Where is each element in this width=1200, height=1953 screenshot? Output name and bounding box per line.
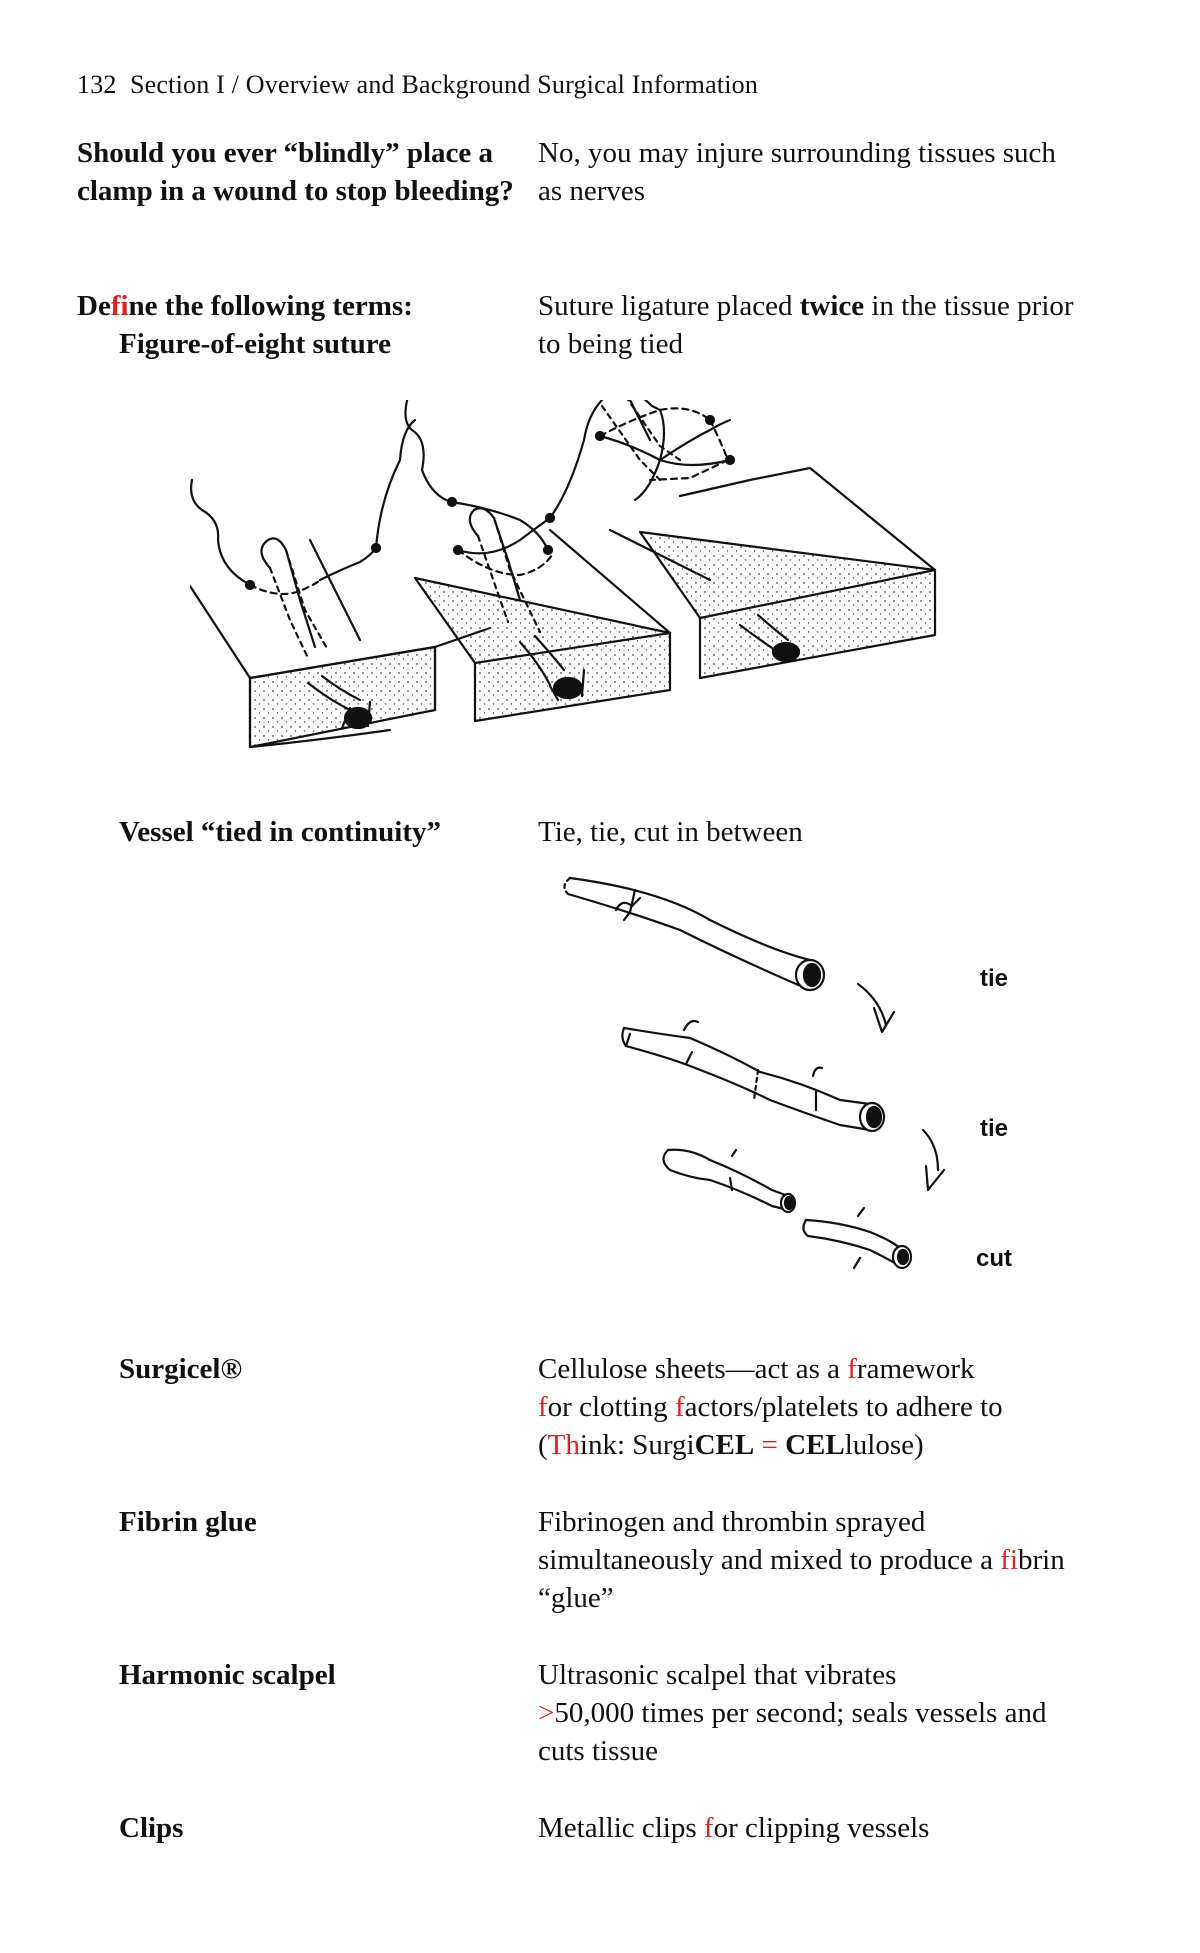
label-tie-2: tie: [980, 1115, 1009, 1142]
term-tied-in-continuity: Vessel “tied in continuity”: [119, 816, 441, 848]
term-fibrin-glue: Fibrin glue: [119, 1506, 257, 1538]
tie-tie-cut-illustration: [540, 860, 1060, 1290]
answer-tied-in-continuity: Tie, tie, cut in between: [538, 816, 803, 848]
term-harmonic-scalpel: Harmonic scalpel: [119, 1659, 336, 1691]
answer-fibrin-glue: Fibrinogen and thrombin sprayed simultaneously and mixed to produce a fibrin “glue”: [538, 1506, 1065, 1614]
figure-of-eight-illustration: [190, 400, 960, 770]
term-clips: Clips: [119, 1812, 184, 1844]
define-terms-heading: Define the following terms: Figure-of-eight suture: [77, 290, 413, 360]
label-tie-1: tie: [980, 965, 1009, 992]
answer-figure-of-eight: Suture ligature placed twice in the tissue prior to being tied: [538, 290, 1074, 360]
term-surgicel: Surgicel®: [119, 1353, 243, 1385]
label-cut: cut: [976, 1245, 1012, 1272]
term-figure-of-eight: Figure-of-eight suture: [119, 328, 391, 360]
section-title: Section I / Overview and Background Surgical Information: [130, 70, 759, 99]
question-blind-clamp: Should you ever “blindly” place a clamp in a wound to stop bleeding?: [77, 137, 514, 207]
running-header: [77, 70, 758, 100]
answer-blind-clamp: No, you may injure surrounding tissues such as nerves: [538, 137, 1056, 207]
answer-harmonic-scalpel: Ultrasonic scalpel that vibrates >50,000 times per second; seals vessels and cuts tissue: [538, 1659, 1047, 1767]
answer-surgicel: Cellulose sheets—act as a framework for clotting factors/platelets to adhere to (Think: SurgiCEL = CELlulose): [538, 1353, 1003, 1461]
answer-clips: Metallic clips for clipping vessels: [538, 1812, 930, 1844]
page-number: 132: [77, 70, 117, 99]
